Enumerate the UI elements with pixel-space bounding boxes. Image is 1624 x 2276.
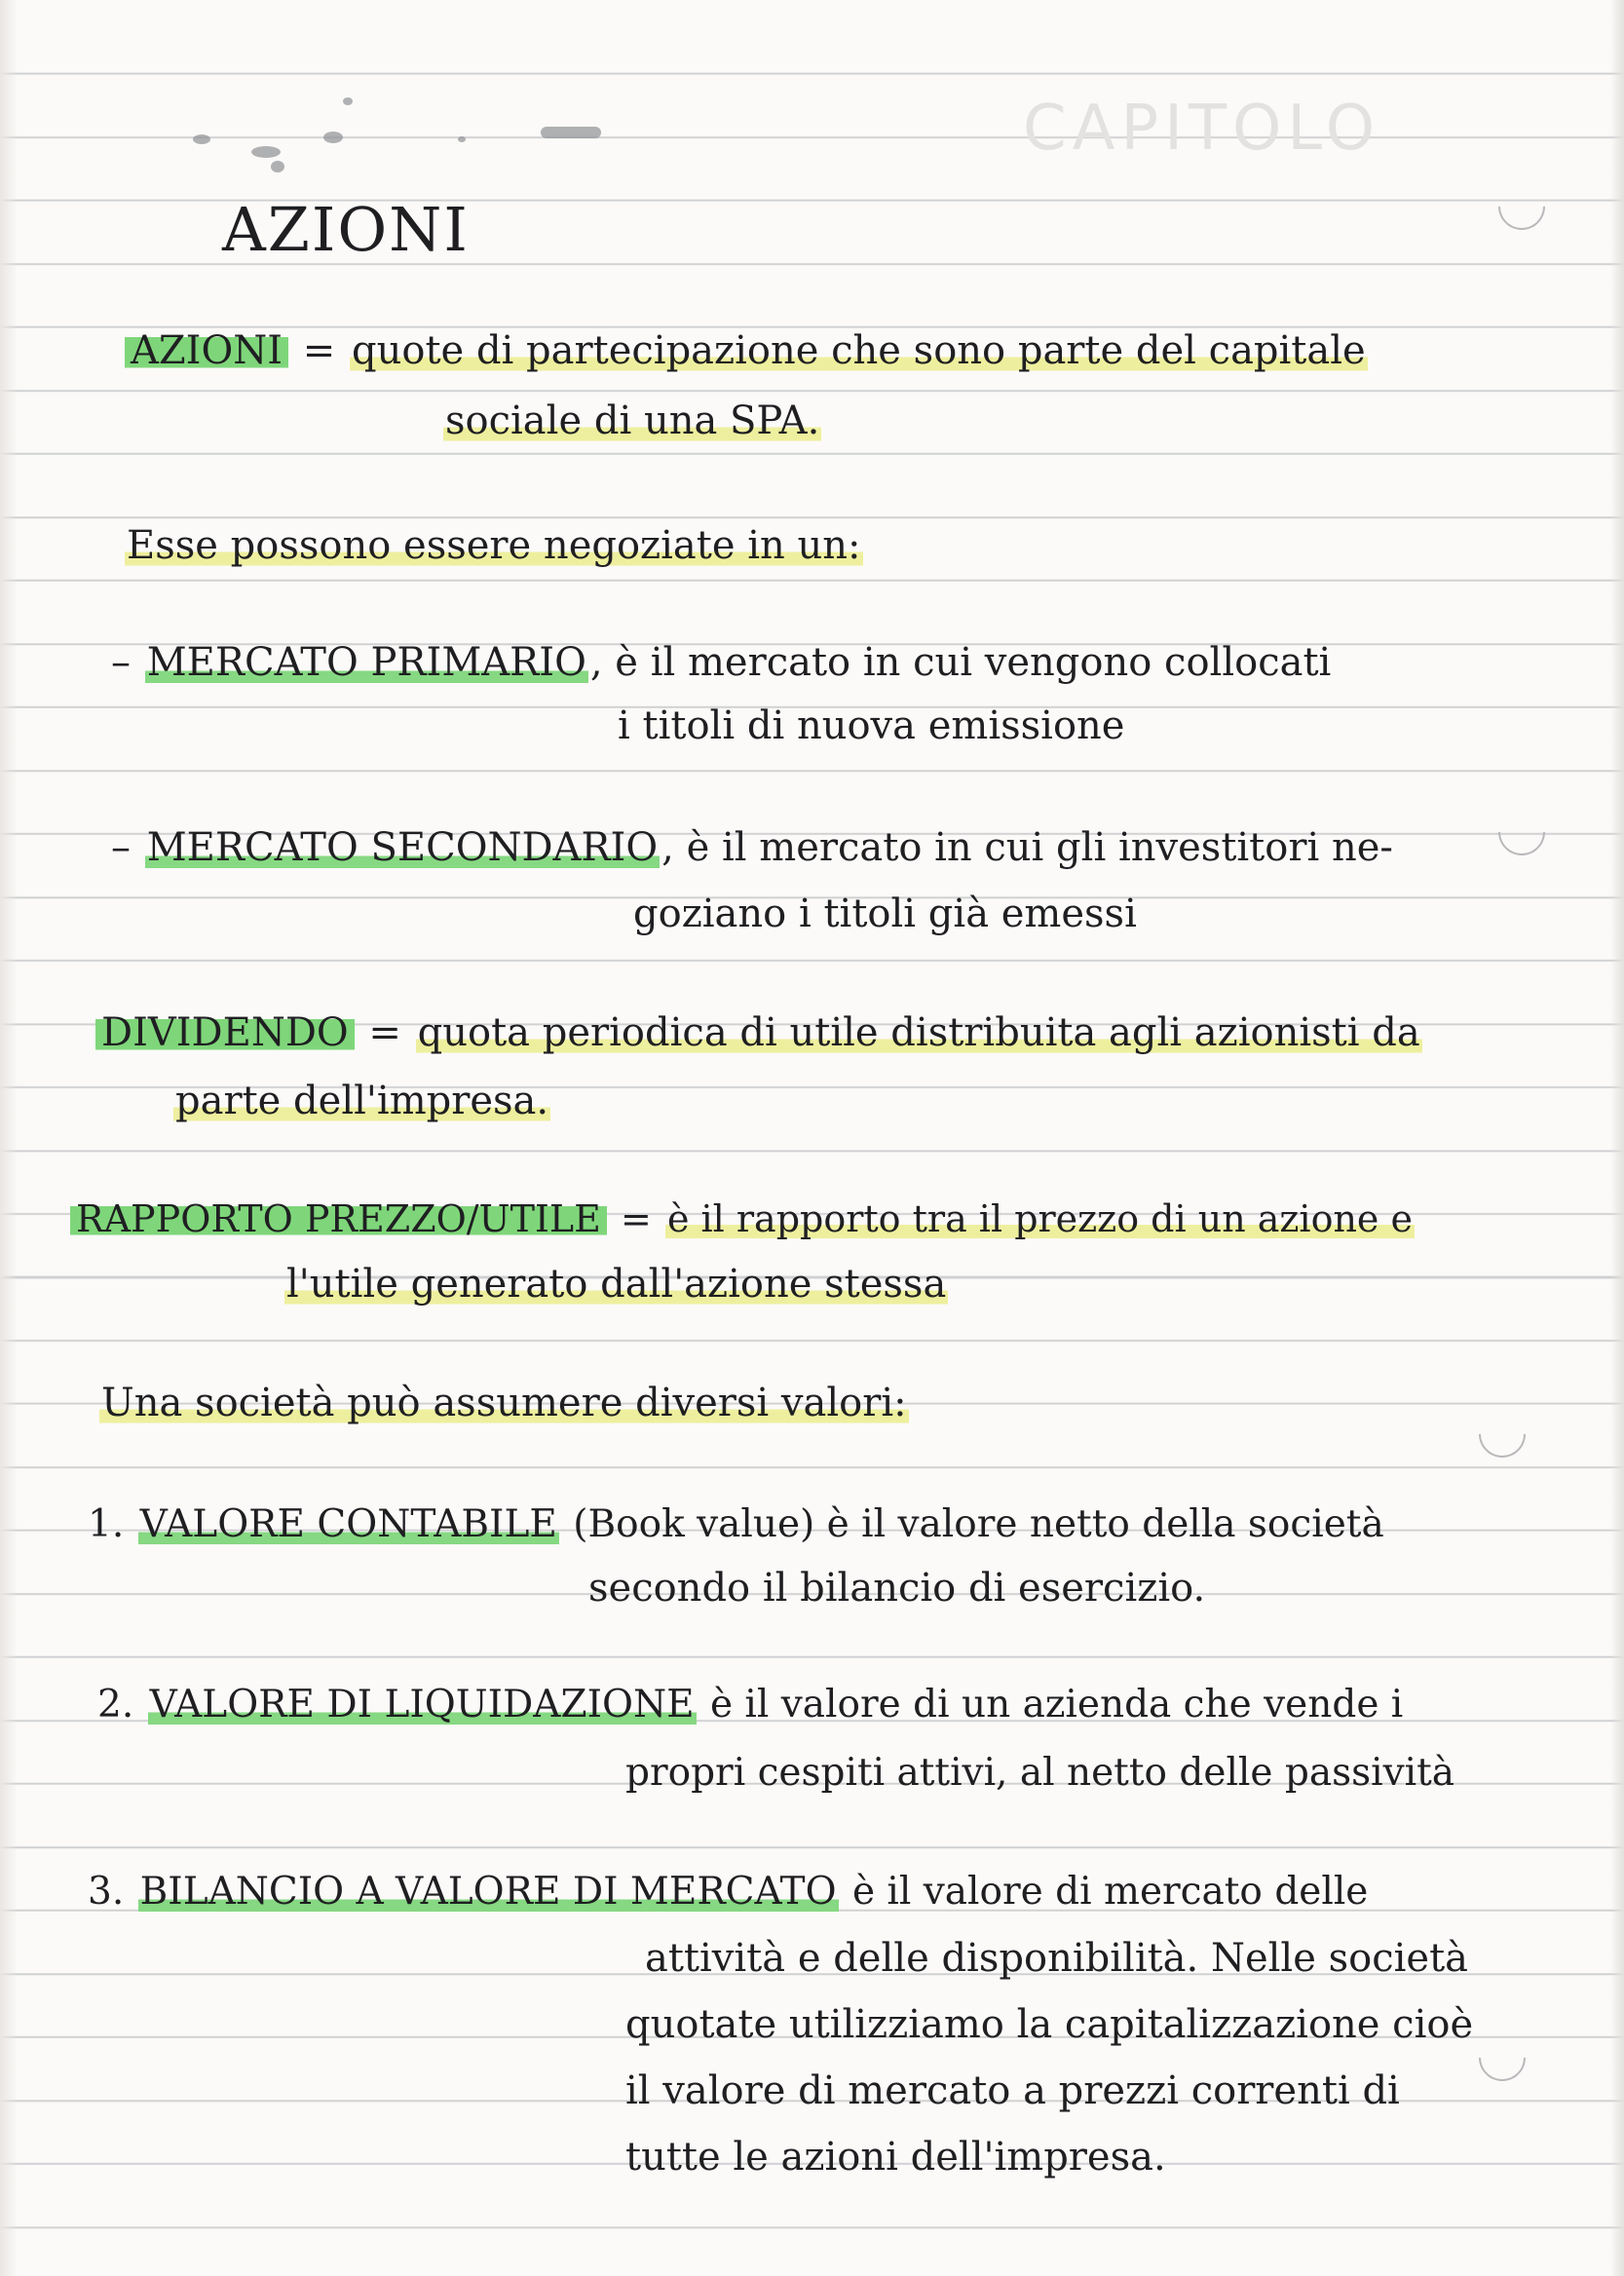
azioni-definition-line1 [125,328,1368,373]
value-item-1-line2 [586,1566,1207,1611]
equals-sign: = [621,1197,652,1240]
list-dash: – [111,825,131,870]
value-item-1-text-cont: secondo il bilancio di esercizio. [588,1566,1206,1611]
value-item-3-text-cont: il valore di mercato a prezzi correnti di [625,2068,1400,2113]
list-number: 3. [88,1870,125,1914]
value-item-3-line3 [623,2002,1475,2047]
dividendo-line1 [95,1010,1422,1055]
value-item-3-text-cont: tutte le azioni dell'impresa. [625,2135,1166,2180]
value-item-3-line5 [623,2135,1168,2180]
value-item-2-text: è il valore di un azienda che vende i [709,1683,1404,1726]
dividendo-text: quota periodica di utile distribuita agli azionisti da [417,1010,1420,1055]
rapporto-line2 [284,1262,948,1307]
mercato-primario-text-cont: i titoli di nuova emissione [618,703,1125,748]
rapporto-text-cont: l'utile generato dall'azione stessa [286,1262,947,1307]
value-item-3-text: è il valore di mercato delle [851,1870,1369,1914]
markets-intro [125,523,863,568]
page-left-edge [0,0,18,2276]
ink-smudge [458,136,466,142]
mercato-secondario-line2 [631,891,1139,936]
equals-sign: = [368,1010,401,1055]
term-bilancio-a-valore-di-mercato: BILANCIO A VALORE DI MERCATO [139,1870,837,1914]
mercato-primario-text: , è il mercato in cui vengono collocati [589,640,1332,685]
markets-intro-text: Esse possono essere negoziate in un: [127,523,861,568]
mercato-secondario-text-cont: goziano i titoli già emessi [633,891,1137,936]
equals-sign: = [302,328,336,373]
term-mercato-primario: MERCATO PRIMARIO [146,640,586,685]
term-dividendo: DIVIDENDO [95,1010,355,1055]
ink-smudge [271,161,284,172]
azioni-definition-line2 [443,398,821,443]
mercato-primario-line1 [109,640,1333,685]
value-item-2 [95,1683,1405,1726]
term-azioni: AZIONI [125,328,288,373]
term-valore-contabile: VALORE CONTABILE [139,1502,557,1546]
term-valore-di-liquidazione: VALORE DI LIQUIDAZIONE [149,1683,695,1726]
value-item-2-text-cont: propri cespiti attivi, al netto delle passività [625,1751,1455,1795]
ink-smudge [541,127,601,138]
value-item-1-text: (Book value) è il valore netto della società [573,1502,1384,1546]
binder-hole-icon [1469,1401,1535,1467]
binder-hole-icon [1489,173,1555,240]
show-through-text: CAPITOLO [1023,93,1381,165]
value-item-2-line2 [623,1751,1456,1795]
binder-hole-icon [1469,2025,1535,2091]
azioni-definition-text: quote di partecipazione che sono parte del capitale [352,328,1366,373]
list-dash: – [111,640,131,685]
page-right-edge [1610,0,1624,2276]
ink-smudge [251,146,281,158]
mercato-primario-line2 [616,703,1126,748]
values-intro-text: Una società può assumere diversi valori: [101,1381,907,1425]
value-item-3-line4 [623,2068,1402,2113]
list-number: 1. [88,1502,125,1546]
value-item-3 [86,1870,1370,1914]
binder-hole-icon [1489,799,1555,865]
value-item-3-text-cont: attività e delle disponibilità. Nelle società [645,1936,1468,1981]
azioni-definition-text-cont: sociale di una SPA. [445,398,820,443]
dividendo-line2 [173,1079,550,1123]
mercato-secondario-line1 [109,825,1395,870]
dividendo-text-cont: parte dell'impresa. [175,1079,549,1123]
rapporto-text: è il rapporto tra il prezzo di un azione e [666,1197,1413,1240]
term-mercato-secondario: MERCATO SECONDARIO [146,825,659,870]
ink-smudge [193,134,210,144]
value-item-1 [86,1502,1386,1546]
values-intro [99,1381,909,1425]
list-number: 2. [97,1683,134,1726]
ink-smudge [323,132,343,143]
ink-smudge [343,97,353,105]
term-rapporto-prezzo-utile: RAPPORTO PREZZO/UTILE [70,1197,607,1240]
rapporto-line1 [70,1197,1415,1240]
value-item-3-line2 [643,1936,1470,1981]
page-title: AZIONI [222,194,470,265]
mercato-secondario-text: , è il mercato in cui gli investitori ne- [661,825,1393,870]
value-item-3-text-cont: quotate utilizziamo la capitalizzazione cioè [625,2002,1474,2047]
